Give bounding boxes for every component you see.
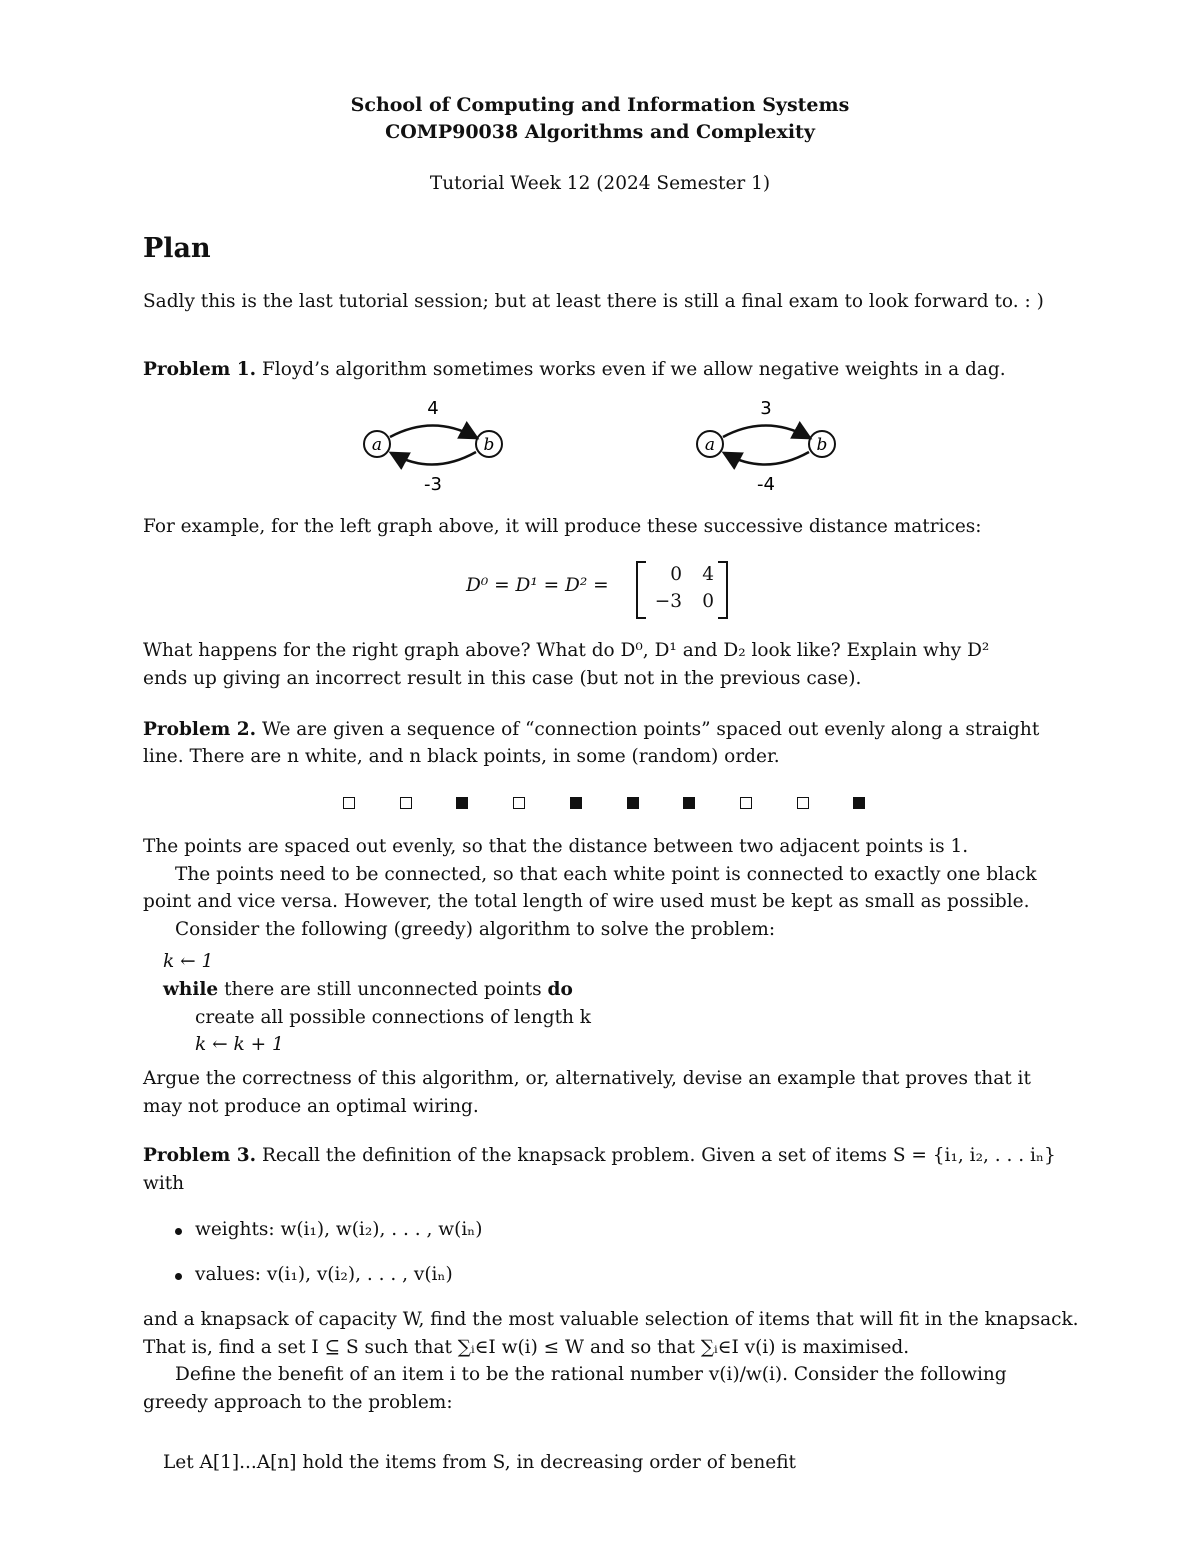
graph-right-edge-ab [723, 426, 808, 438]
algo-line2 [163, 979, 573, 1000]
problem3-statement [143, 1145, 1056, 1166]
plan-heading: Plan [143, 233, 211, 264]
course-title: COMP90038 Algorithms and Complexity [385, 121, 815, 143]
graph-left [355, 392, 515, 497]
matrix-cell-1-1: 0 [702, 591, 714, 612]
problem2-para3: Consider the following (greedy) algorithm to solve the problem: [175, 919, 776, 940]
graph-left-top-weight: 4 [427, 398, 439, 419]
problem2-label: Problem 2. [143, 719, 257, 740]
algo-line1: k ← 1 [163, 951, 214, 972]
problem3-para2-line2: greedy approach to the problem: [143, 1392, 453, 1413]
problem2-statement [143, 719, 1039, 740]
problem1-question-line1: What happens for the right graph above? What do D⁰, D¹ and D₂ look like? Explain why D² [143, 640, 990, 661]
problem1-statement [143, 359, 1006, 380]
distance-matrix [636, 561, 728, 615]
graph-left-label-b: b [483, 435, 495, 455]
black-point [683, 797, 695, 809]
problem1-text: Floyd’s algorithm sometimes works even if we allow negative weights in a dag. [261, 359, 1006, 380]
graph-left-edge-ba [393, 452, 476, 465]
problem2-line2: line. There are n white, and n black points, in some (random) order. [143, 746, 780, 767]
white-point [797, 797, 809, 809]
problem2-para1: The points are spaced out evenly, so that the distance between two adjacent points is 1. [143, 836, 969, 857]
graph-right-bottom-weight: -4 [757, 474, 775, 495]
algo-do-keyword: do [547, 979, 573, 1000]
problem3-para1-line2: That is, find a set I ⊆ S such that ∑ᵢ∈I w(i) ≤ W and so that ∑ᵢ∈I v(i) is maximised. [143, 1337, 910, 1358]
school-name: School of Computing and Information Systems [350, 94, 850, 116]
matrix-right-bracket [718, 561, 728, 619]
graph-right-label-a: a [704, 435, 716, 455]
matrix-cell-0-1: 4 [702, 564, 714, 585]
white-point [400, 797, 412, 809]
problem2-para2-line1: The points need to be connected, so that each white point is connected to exactly one black [175, 864, 1037, 885]
bullet-weights: weights: w(i₁), w(i₂), . . . , w(iₙ) [195, 1219, 483, 1240]
bullet-dot-1 [175, 1228, 182, 1235]
problem3-line2: with [143, 1173, 185, 1194]
algo-line3: create all possible connections of length k [195, 1007, 592, 1028]
black-point [570, 797, 582, 809]
matrix-cell-0-0: 0 [670, 564, 682, 585]
white-point [740, 797, 752, 809]
bullet-values: values: v(i₁), v(i₂), . . . , v(iₙ) [195, 1264, 453, 1285]
problem2-argue-line1: Argue the correctness of this algorithm, or, alternatively, devise an example that proves that it [143, 1068, 1031, 1089]
problem3-label: Problem 3. [143, 1145, 257, 1166]
black-point [456, 797, 468, 809]
problem1-question-line2: ends up giving an incorrect result in this case (but not in the previous case). [143, 668, 862, 689]
problem3-para1-line1: and a knapsack of capacity W, find the most valuable selection of items that will fit in the knapsack. [143, 1309, 1079, 1330]
white-point [513, 797, 525, 809]
graph-left-bottom-weight: -3 [424, 474, 442, 495]
algo-while-condition: there are still unconnected points [218, 979, 548, 1000]
black-point [853, 797, 865, 809]
graph-right-label-b: b [816, 435, 828, 455]
algo-line4: k ← k + 1 [195, 1034, 284, 1055]
problem3-algo-line: Let A[1]...A[n] hold the items from S, in decreasing order of benefit [163, 1452, 796, 1473]
problem2-argue-line2: may not produce an optimal wiring. [143, 1096, 479, 1117]
bullet-dot-2 [175, 1273, 182, 1280]
graph-left-edge-ab [390, 426, 475, 438]
graph-right-edge-ba [726, 452, 809, 465]
graph-right-top-weight: 3 [760, 398, 772, 419]
problem3-para2-line1: Define the benefit of an item i to be the rational number v(i)/w(i). Consider the following [175, 1364, 1007, 1385]
algo-while-keyword: while [163, 979, 219, 1000]
tutorial-title: Tutorial Week 12 (2024 Semester 1) [429, 173, 771, 194]
graph-right [688, 392, 848, 497]
problem1-example-text: For example, for the left graph above, it will produce these successive distance matrices: [143, 516, 982, 537]
plan-text: Sadly this is the last tutorial session; but at least there is still a final exam to look forward to. : ) [143, 291, 1044, 312]
matrix-lhs: D⁰ = D¹ = D² = [466, 575, 609, 596]
problem1-label: Problem 1. [143, 359, 257, 380]
black-point [627, 797, 639, 809]
problem2-line1: We are given a sequence of “connection points” spaced out evenly along a straight [261, 719, 1040, 740]
problem3-line1: Recall the definition of the knapsack problem. Given a set of items S = {i₁, i₂, . . . iₙ} [261, 1145, 1056, 1166]
problem2-para2-line2: point and vice versa. However, the total length of wire used must be kept as small as possible. [143, 891, 1030, 912]
white-point [343, 797, 355, 809]
matrix-cell-1-0: −3 [654, 591, 682, 612]
graph-left-label-a: a [371, 435, 383, 455]
matrix-left-bracket [636, 561, 646, 619]
